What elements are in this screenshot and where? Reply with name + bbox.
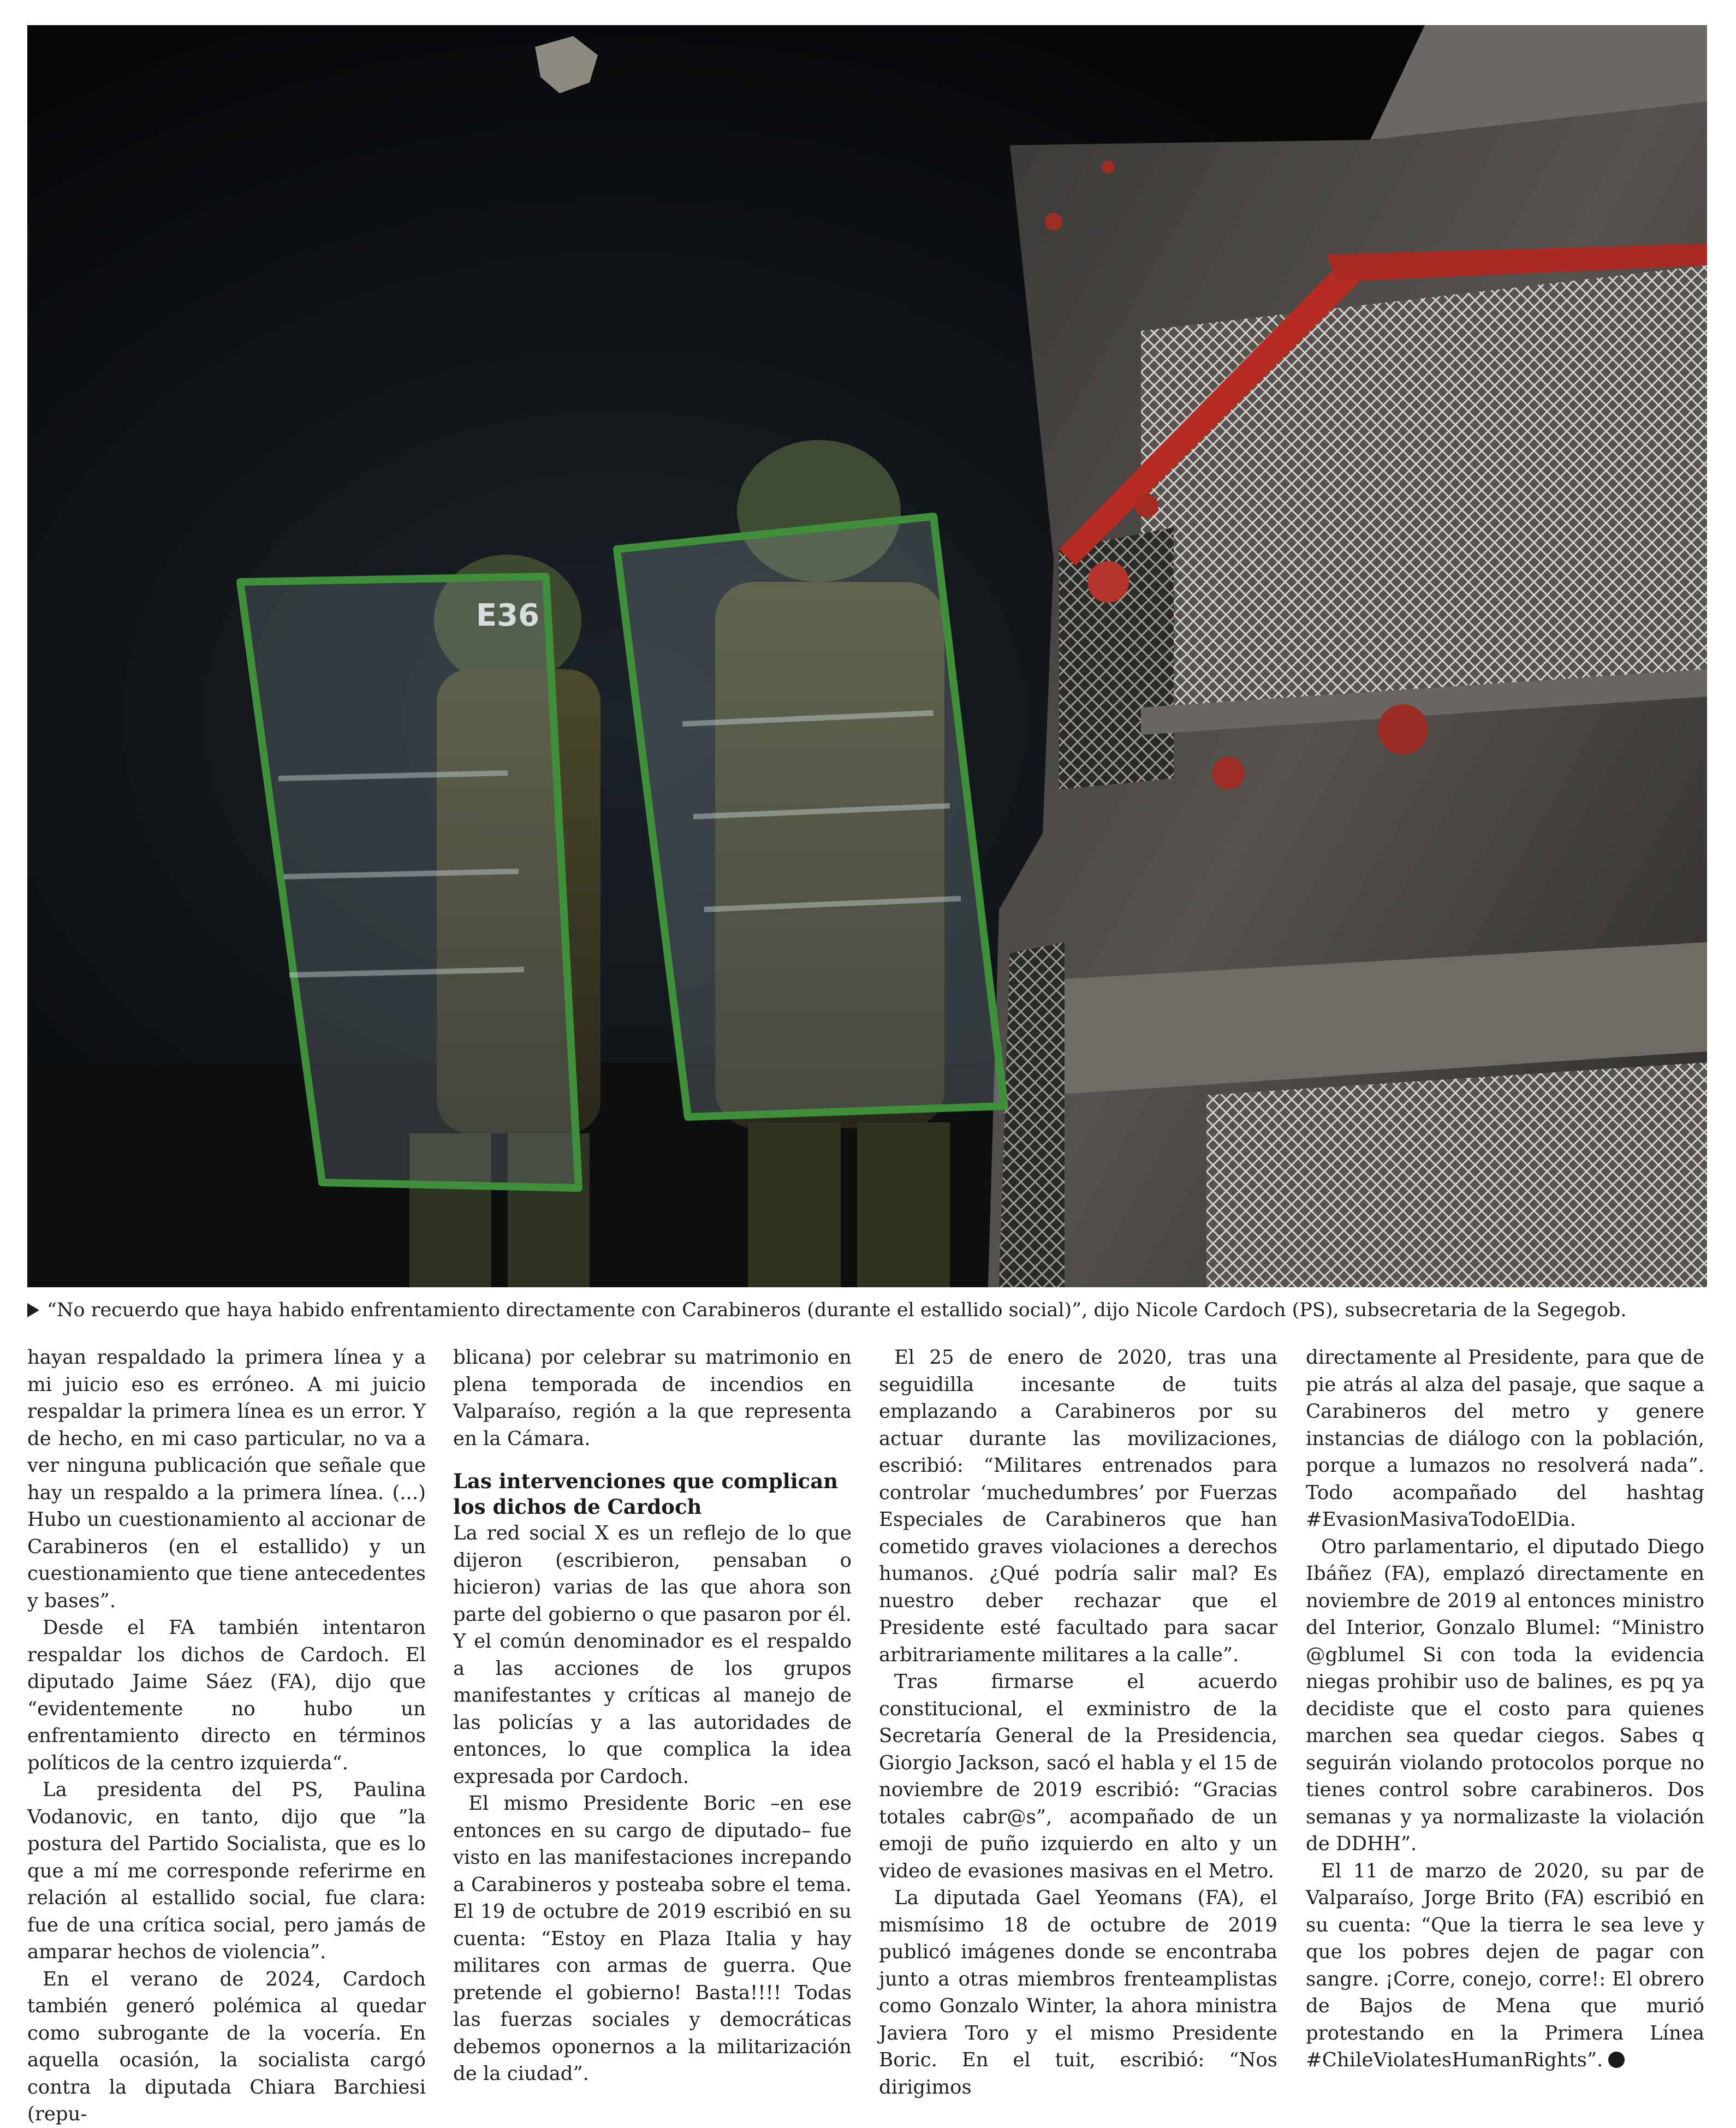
paragraph: Desde el FA también intentaron respaldar los dichos de Cardoch. El diputado Jaime Sáez (FA), dijo que “evidentemente no hubo un enfrentamiento directo en términos políticos de la centro izquierda“. <box>27 1616 426 1774</box>
riot-police-photo-illustration <box>27 25 1707 1287</box>
paragraph <box>1306 1858 1704 2074</box>
article-column-1 <box>27 1344 426 2128</box>
article-column-4 <box>1306 1344 1704 2074</box>
paragraph: La diputada Gael Yeomans (FA), el mismísimo 18 de octubre de 2019 publicó imágenes donde se encontraba junto a otras miembros frenteamplistas como Gonzalo Winter, la ahora ministra Javiera Toro y el mismo Presidente Boric. En el tuit, escribió: “Nos dirigimos <box>879 1887 1277 2099</box>
paragraph: En el verano de 2024, Cardoch también generó polémica al quedar como subrogante de la vocería. En aquella ocasión, la socialista cargó contra la diputada Chiara Barchiesi (repu- <box>27 1967 426 2125</box>
caption-marker-icon <box>27 1303 39 1317</box>
armored-truck <box>988 25 1707 1287</box>
caption-text: “No recuerdo que haya habido enfrentamiento directamente con Carabineros (durante el estallido social)”, dijo Nicole Cardoch (PS), subsecretaria de la Segegob. <box>47 1299 1627 1321</box>
paragraph: La presidenta del PS, Paulina Vodanovic, en tanto, dijo que ”la postura del Partido Socialista, que es lo que a mí me corresponde referirme en relación al estallido social, fue clara: fue de una crítica social, pero jamás de amparar hechos de violencia”. <box>27 1779 426 1963</box>
helmet-marking: E36 <box>475 598 540 633</box>
paragraph: hayan respaldado la primera línea y a mi juicio eso es erróneo. A mi juicio respaldar la primera línea es un error. Y de hecho, en mi caso particular, no va a ver ninguna publicación que señale que hay un respaldo a la primera línea. (...) Hubo un cuestionamiento al accionar de Carabineros (en el estallido) y un cuestionamiento que tiene antecedentes y bases”. <box>27 1346 426 1612</box>
paragraph-text: El 11 de marzo de 2020, su par de Valparaíso, Jorge Brito (FA) escribió en su cuenta: “Que la tierra le sea leve y que los pobres dejen de pagar con sangre. ¡Corre, conejo, corre!: El obrero de Bajos de Mena que murió protestando en la Primera Línea #ChileViolatesHumanRights”. <box>1306 1859 1704 2071</box>
section-subheading: Las intervenciones que complican los dichos de Cardoch <box>453 1469 839 1519</box>
paragraph: La red social X es un reflejo de lo que dijeron (escribieron, pensaban o hicieron) varias de las que ahora son parte del gobierno o que pasaron por él. Y el común denominador es el respaldo a las acciones de los grupos manifestantes y críticas al manejo de las policías y a las autoridades de entonces, lo que complica la idea expresada por Cardoch. <box>453 1522 852 1788</box>
news-photo <box>27 25 1707 1287</box>
paragraph: blicana) por celebrar su matrimonio en plena temporada de incendios en Valparaíso, región a la que representa en la Cámara. <box>453 1346 852 1450</box>
paragraph: El 25 de enero de 2020, tras una seguidilla incesante de tuits emplazando a Carabineros por su actuar durante las movilizaciones, escribió: “Militares entrenados para controlar ‘muchedumbres’ por Fuerzas Especiales de Carabineros que han cometido graves violaciones a derechos humanos. ¿Qué podría salir mal? Es nuestro deber rechazar que el Presidente esté facultado para sacar arbitrariamente militares a la calle”. <box>879 1346 1277 1666</box>
article-column-3 <box>879 1344 1277 2101</box>
photo-caption <box>27 1295 1709 1325</box>
paragraph: Tras firmarse el acuerdo constitucional, el exministro de la Secretaría General de la Presidencia, Giorgio Jackson, sacó el habla y el 15 de noviembre de 2019 escribió: “Gracias totales cabr@s”, acompañado de un emoji de puño izquierdo en alto y un video de evasiones masivas en el Metro. <box>879 1671 1277 1882</box>
paragraph: El mismo Presidente Boric –en ese entonces en su cargo de diputado– fue visto en las manifestaciones increpando a Carabineros y posteaba sobre el tema. El 19 de octubre de 2019 escribió en su cuenta: “Estoy en Plaza Italia y hay militares con armas de guerra. Que pretende el gobierno! Basta!!!! Todas las fuerzas sociales y democráticas debemos oponernos a la militarización de la ciudad”. <box>453 1792 852 2085</box>
article-column-2 <box>453 1344 852 2088</box>
riot-shield-right <box>617 516 1004 1117</box>
paragraph: directamente al Presidente, para que de pie atrás al alza del pasaje, que saque a Carabineros del metro y genere instancias de diálogo con la población, porque a lumazos no resolverá nada”. Todo acompañado del hashtag #EvasionMasivaTodoElDia. <box>1306 1346 1704 1531</box>
end-of-article-icon <box>1608 2052 1625 2068</box>
paragraph: Otro parlamentario, el diputado Diego Ibáñez (FA), emplazó directamente en noviembre de 2019 al entonces ministro del Interior, Gonzalo Blumel: “Ministro @gblumel Si con toda la evidencia niegas prohibir uso de balines, es pq ya decidiste que el costo para quienes marchen sea quedar ciegos. Sabes q seguirán violando protocolos porque no tienes control sobre carabineros. Dos semanas y ya normalizaste la violación de DDHH”. <box>1306 1535 1704 1855</box>
